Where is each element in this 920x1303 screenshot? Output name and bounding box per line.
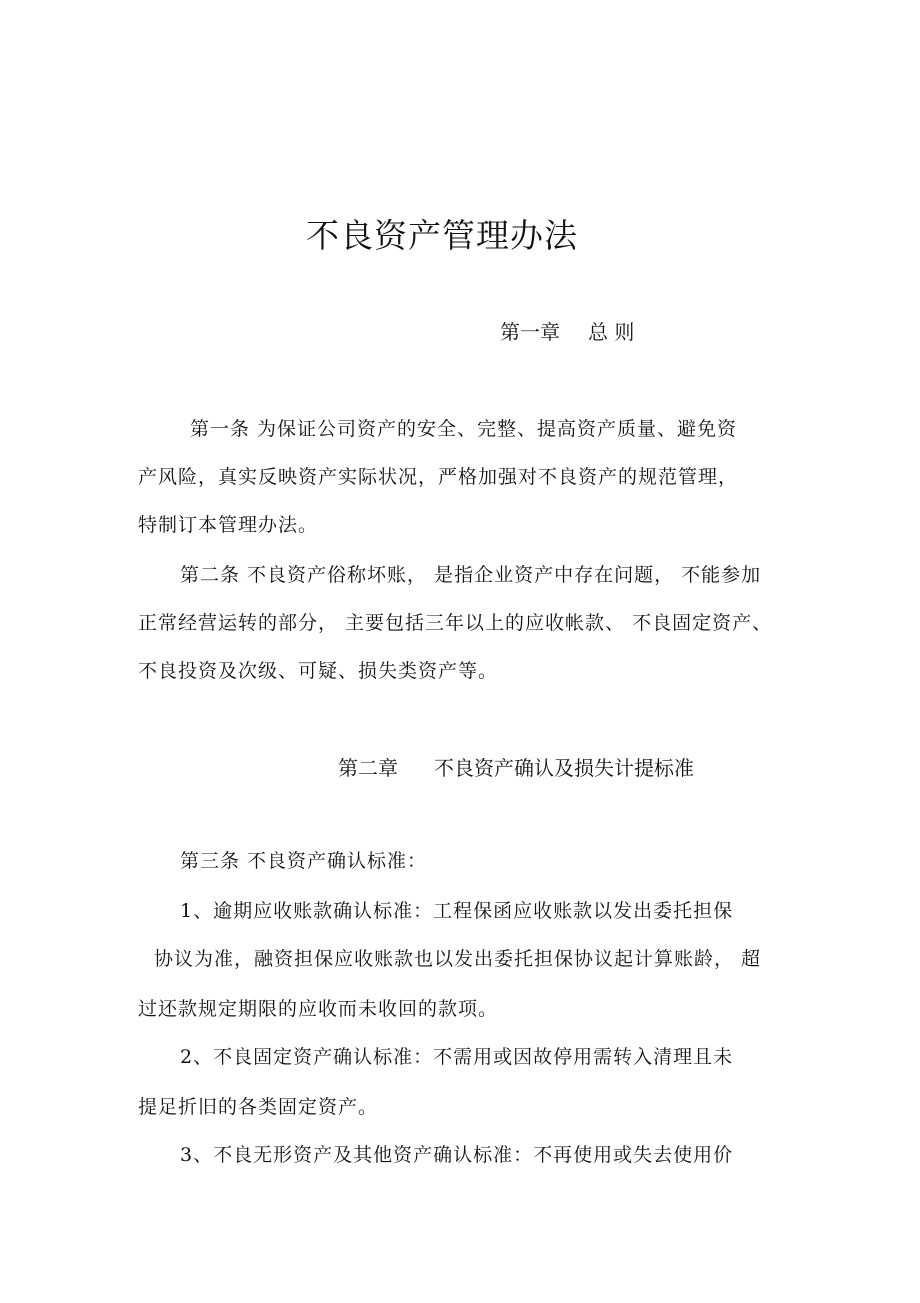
chapter-2-number: 第二章 <box>338 756 398 780</box>
document-title: 不良资产管理办法 <box>306 216 578 255</box>
article-1-line-1: 第一条 为保证公司资产的安全、完整、提高资产质量、避免资 <box>190 418 738 440</box>
chapter-1-heading <box>500 318 634 346</box>
article-2-line-3: 不良投资及次级、可疑、损失类资产等。 <box>138 660 499 682</box>
article-2-line-2: 正常经营运转的部分， 主要包括三年以上的应收帐款、 不良固定资产、 <box>138 612 773 634</box>
chapter-2-heading <box>338 754 694 782</box>
article-3-item-3-line-1: 3、不良无形资产及其他资产确认标准：不再使用或失去使用价 <box>180 1144 734 1166</box>
chapter-1-number: 第一章 <box>500 320 560 344</box>
article-3-item-2-line-2: 提足折旧的各类固定资产。 <box>138 1096 379 1118</box>
article-3-item-2-line-1: 2、不良固定资产确认标准：不需用或因故停用需转入清理且未 <box>180 1046 734 1068</box>
article-1-line-2: 产风险，真实反映资产实际状况，严格加强对不良资产的规范管理， <box>138 466 739 488</box>
article-2-line-1: 第二条 不良资产俗称坏账， 是指企业资产中存在问题， 不能参加 <box>180 564 762 586</box>
chapter-1-name: 总 则 <box>588 320 635 344</box>
article-1-line-3: 特制订本管理办法。 <box>138 514 319 536</box>
article-3-item-1-line-2: 协议为准，融资担保应收账款也以发出委托担保协议起计算账龄， 超 <box>154 948 762 970</box>
article-3-item-1-line-1: 1、逾期应收账款确认标准：工程保函应收账款以发出委托担保 <box>180 900 734 922</box>
chapter-2-name: 不良资产确认及损失计提标准 <box>434 756 694 780</box>
article-3-item-1-line-3: 过还款规定期限的应收而未收回的款项。 <box>138 998 499 1020</box>
article-3-heading: 第三条 不良资产确认标准： <box>180 850 428 872</box>
